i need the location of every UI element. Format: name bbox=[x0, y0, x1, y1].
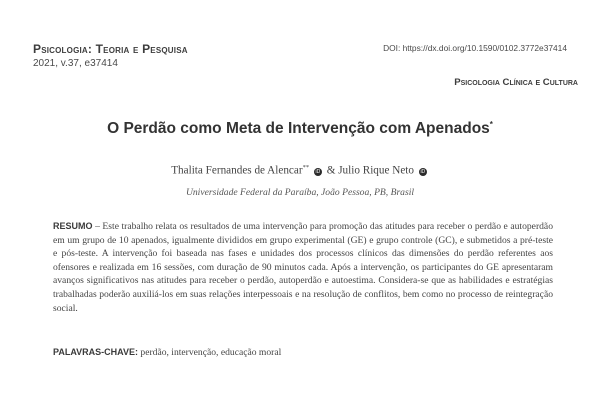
doi-link[interactable]: DOI: https://dx.doi.org/10.1590/0102.3772e37414 bbox=[383, 43, 567, 53]
author-line bbox=[0, 164, 600, 177]
author-1[interactable]: Thalita Fernandes de Alencar bbox=[171, 164, 303, 177]
author-1-footnote-mark: ** bbox=[302, 164, 310, 171]
title-footnote-mark: * bbox=[489, 120, 493, 129]
abstract-text: – Este trabalho relata os resultados de uma intervenção para promoção das atitudes para receber o perdão e autoperdão em um grupo de 10 apenados, igualmente divididos em grupo experimental (GE) e grupo controle (GC), e submetidos a pré-teste e pós-teste. A intervenção foi baseada nas fases e unidades dos processos clínicos das dimensões do perdão referentes aos ofensores e realizada em 16 sessões, com duração de 90 minutos cada. Após a intervenção, os participantes do GE apresentaram avanços significativos nas atitudes para receber o perdão, autoperdão e autoestima. Considera-se que as habilidades e estratégias trabalhadas poderão auxiliá-los em suas relações interpessoais e na resolução de conflitos, bem como no processo de reintegração social. bbox=[53, 221, 553, 314]
keywords-label: PALAVRAS-CHAVE: bbox=[53, 347, 138, 357]
journal-volume: 2021, v.37, e37414 bbox=[33, 58, 118, 69]
title-text: O Perdão como Meta de Intervenção com Apenados bbox=[107, 120, 490, 138]
abstract bbox=[53, 220, 553, 315]
keywords-text: perdão, intervenção, educação moral bbox=[138, 347, 282, 358]
article-title bbox=[0, 120, 600, 138]
keywords bbox=[53, 347, 281, 358]
author-2[interactable]: Julio Rique Neto bbox=[338, 164, 415, 177]
section-name: Psicologia Clínica e Cultura bbox=[454, 77, 578, 88]
author-separator: & bbox=[326, 164, 336, 177]
orcid-icon[interactable]: iD bbox=[315, 168, 321, 175]
affiliation: Universidade Federal da Paraíba, João Pessoa, PB, Brasil bbox=[185, 187, 415, 198]
abstract-label: RESUMO bbox=[53, 221, 93, 231]
orcid-icon[interactable]: iD bbox=[420, 168, 426, 175]
journal-name: Psicologia: Teoria e Pesquisa bbox=[33, 42, 188, 56]
